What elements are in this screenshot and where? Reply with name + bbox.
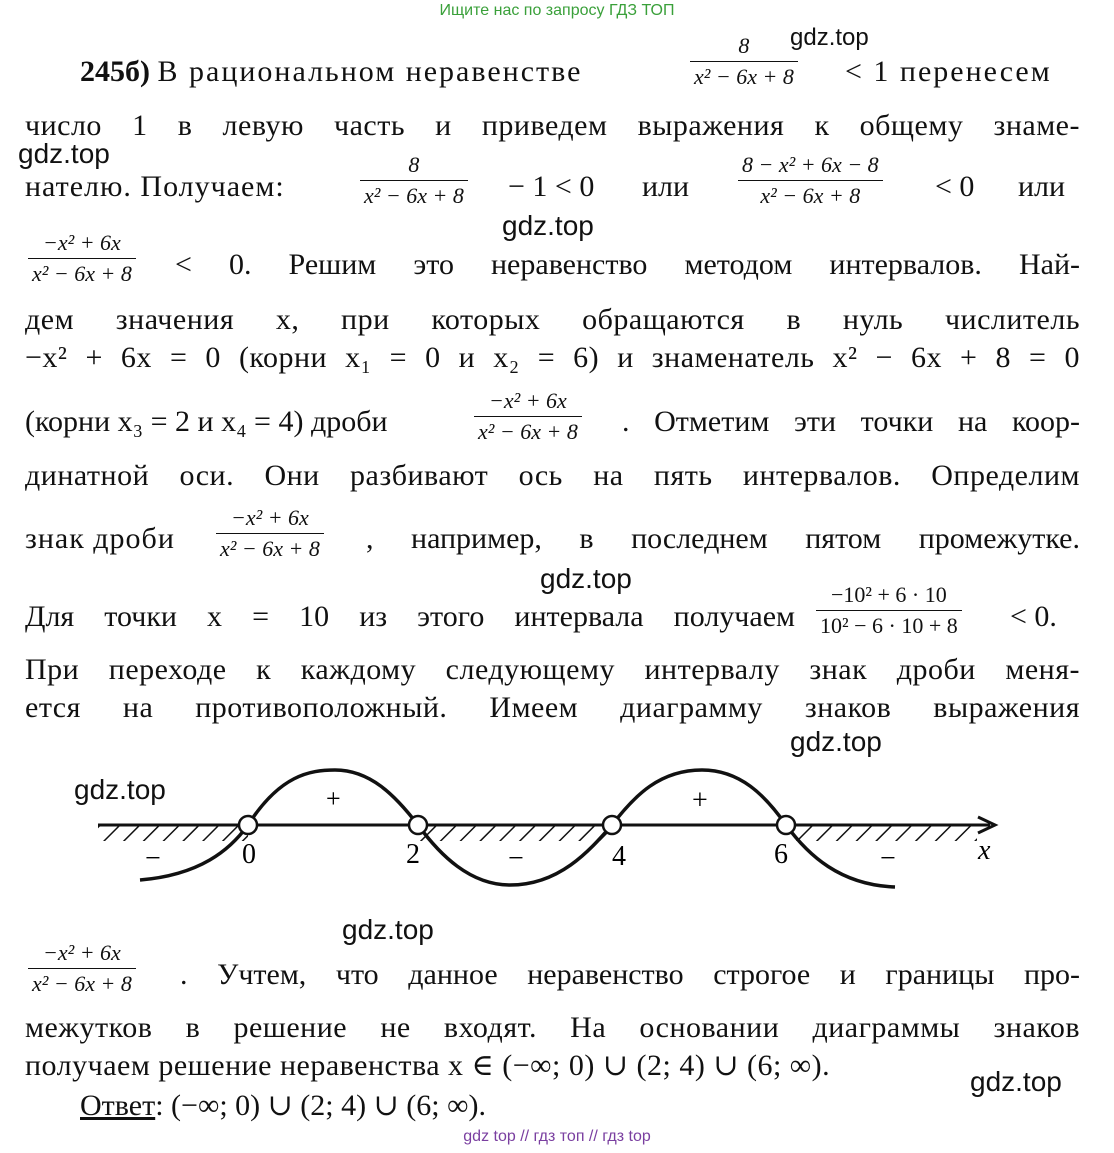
answer [80, 1088, 486, 1123]
watermark: gdz.top [540, 563, 632, 594]
text-l13: . Учтем, что данное неравенство строгое и границы про- [180, 958, 1080, 991]
text-l8: динатной оси. Они разбивают ось на пять интервалов. Определим [25, 459, 1080, 492]
label-0: 0 [242, 839, 256, 870]
problem-number: 245б) [80, 55, 150, 88]
point-4 [603, 816, 621, 834]
watermark: gdz.top [790, 726, 882, 757]
sign-interval-1: − [145, 843, 161, 874]
sign-interval-3: − [508, 843, 524, 874]
text-l14: межутков в решение не входят. На основании диаграммы знаков [25, 1011, 1080, 1044]
sign-interval-5: − [880, 843, 896, 874]
text-l10b: < 0. [1010, 600, 1057, 633]
text-l4: < 0. Решим это неравенство методом интервалов. Най- [175, 248, 1080, 281]
point-0 [239, 816, 257, 834]
fraction-6: −x² + 6x x² − 6x + 8 [216, 505, 324, 562]
fraction-2: 8 x² − 6x + 8 [360, 152, 468, 209]
sign-interval-2: + [326, 784, 341, 813]
watermark: gdz.top [970, 1066, 1062, 1097]
watermark: gdz.top [502, 210, 594, 241]
fraction-8: −x² + 6x x² − 6x + 8 [28, 940, 136, 997]
fraction-4: −x² + 6x x² − 6x + 8 [28, 230, 136, 287]
text-l5: дем значения x, при которых обращаются в нуль числитель [25, 303, 1080, 336]
text-l12: ется на противоположный. Имеем диаграмму знаков выражения [25, 691, 1080, 724]
hatch-region-3 [787, 825, 977, 841]
top-banner: Ищите нас по запросу ГДЗ ТОП [439, 2, 675, 19]
bottom-banner: gdz top // гдз топ // гдз top [463, 1128, 651, 1145]
watermark: gdz.top [342, 914, 434, 945]
label-4: 4 [612, 841, 626, 872]
text-l3a: нателю. Получаем: [25, 170, 285, 203]
watermark: gdz.top [790, 24, 869, 51]
axis-label-x: x [978, 835, 991, 866]
text-l9a: знак дроби [25, 522, 175, 555]
text-l2: число 1 в левую часть и приведем выражения к общему знаме- [25, 109, 1080, 142]
text-l7a: (корни x₃ = 2 и x₄ = 4) дроби [25, 405, 388, 438]
watermark: gdz.top [18, 138, 110, 169]
answer-value: : (−∞; 0) ∪ (2; 4) ∪ (6; ∞). [155, 1089, 486, 1122]
text-l9b: , например, в последнем пятом промежутке. [366, 522, 1080, 555]
watermark: gdz.top [74, 774, 166, 805]
text-l15: получаем решение неравенства x ∈ (−∞; 0) ∪ (2; 4) ∪ (6; ∞). [25, 1049, 831, 1082]
point-2 [409, 816, 427, 834]
text-l11: При переходе к каждому следующему интервалу знак дроби меня- [25, 653, 1080, 686]
label-2: 2 [406, 839, 420, 870]
text-l10a: Для точки x = 10 из этого интервала получаем [25, 600, 795, 633]
text-l3b: − 1 < 0 [508, 170, 595, 203]
label-6: 6 [774, 839, 788, 870]
fraction-7: −10² + 6 · 10 10² − 6 · 10 + 8 [816, 582, 962, 639]
hatch-region-2 [420, 825, 610, 841]
point-6 [777, 816, 795, 834]
fraction-5: −x² + 6x x² − 6x + 8 [474, 388, 582, 445]
text-l3e: или [1018, 170, 1066, 203]
sign-diagram [90, 755, 1010, 905]
text-l3d: < 0 [935, 170, 975, 203]
hatch-region-1 [98, 825, 248, 841]
text-l1a: В рациональном неравенстве [157, 55, 583, 88]
text-l3c: или [642, 170, 690, 203]
fraction-1: 8 x² − 6x + 8 [690, 33, 798, 90]
sign-interval-4: + [692, 785, 708, 816]
text-l7b: . Отметим эти точки на коор- [622, 405, 1080, 438]
text-l1b: < 1 перенесем [845, 55, 1052, 88]
problem-line-1 [80, 55, 582, 89]
text-l6: −x² + 6x = 0 (корни x₁ = 0 и x₂ = 6) и знаменатель x² − 6x + 8 = 0 [25, 341, 1080, 374]
answer-label: Ответ [80, 1089, 156, 1122]
fraction-3: 8 − x² + 6x − 8 x² − 6x + 8 [738, 152, 883, 209]
